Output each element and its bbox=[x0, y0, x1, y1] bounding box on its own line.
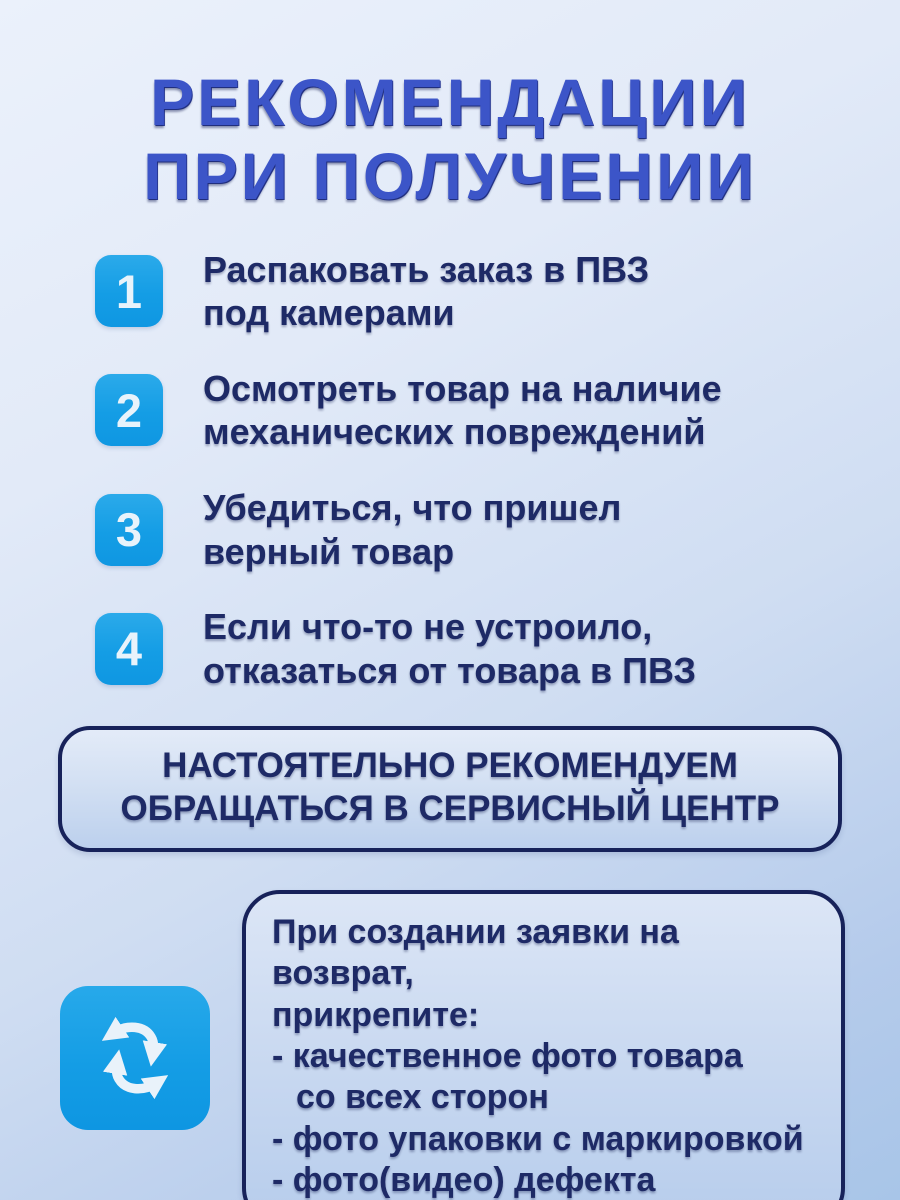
return-note-item-photo-cont: со всех сторон bbox=[296, 1078, 549, 1117]
step-4 bbox=[95, 605, 900, 692]
step-4-number-badge: 4 bbox=[95, 613, 163, 685]
page-title-line2: ПРИ ПОЛУЧЕНИИ bbox=[143, 138, 757, 213]
return-note-box bbox=[242, 890, 845, 1200]
step-4-line2: отказаться от товара в ПВЗ bbox=[203, 649, 697, 691]
step-2-line2: механических повреждений bbox=[203, 411, 706, 453]
recommendation-banner-line2: ОБРАЩАТЬСЯ В СЕРВИСНЫЙ ЦЕНТР bbox=[120, 788, 780, 828]
return-note-item-photo: - качественное фото товара bbox=[272, 1036, 743, 1075]
page-title-line1: РЕКОМЕНДАЦИИ bbox=[149, 65, 751, 139]
step-1 bbox=[95, 248, 900, 335]
recommendation-banner bbox=[58, 726, 842, 851]
step-1-line1: Распаковать заказ в ПВЗ bbox=[203, 248, 650, 290]
exchange-arrows-icon bbox=[60, 986, 210, 1130]
step-2 bbox=[95, 367, 900, 454]
step-3-line2: верный товар bbox=[203, 530, 455, 572]
return-note-intro-line1: При создании заявки на возврат, bbox=[272, 912, 679, 993]
step-3-line1: Убедиться, что пришел bbox=[203, 487, 622, 528]
step-2-line1: Осмотреть товар на наличие bbox=[203, 367, 722, 409]
page-title bbox=[0, 66, 900, 214]
step-4-text bbox=[203, 605, 696, 692]
step-1-text bbox=[203, 248, 649, 335]
recommendation-banner-line1: НАСТОЯТЕЛЬНО РЕКОМЕНДУЕМ bbox=[162, 746, 738, 786]
return-note-intro-line2: прикрепите: bbox=[272, 995, 480, 1034]
step-1-number-badge: 1 bbox=[95, 255, 163, 327]
step-3-text bbox=[203, 486, 621, 573]
step-3 bbox=[95, 486, 900, 573]
step-2-number-badge: 2 bbox=[95, 374, 163, 446]
return-instructions-section bbox=[60, 890, 845, 1200]
step-1-line2: под камерами bbox=[203, 292, 455, 334]
step-3-number-badge: 3 bbox=[95, 494, 163, 566]
step-2-text bbox=[203, 367, 722, 454]
return-note-item-packaging: - фото упаковки с маркировкой bbox=[272, 1119, 804, 1158]
step-4-line1: Если что-то не устроило, bbox=[203, 606, 653, 648]
steps-list bbox=[95, 248, 900, 692]
return-note-item-defect: - фото(видео) дефекта bbox=[272, 1161, 656, 1200]
